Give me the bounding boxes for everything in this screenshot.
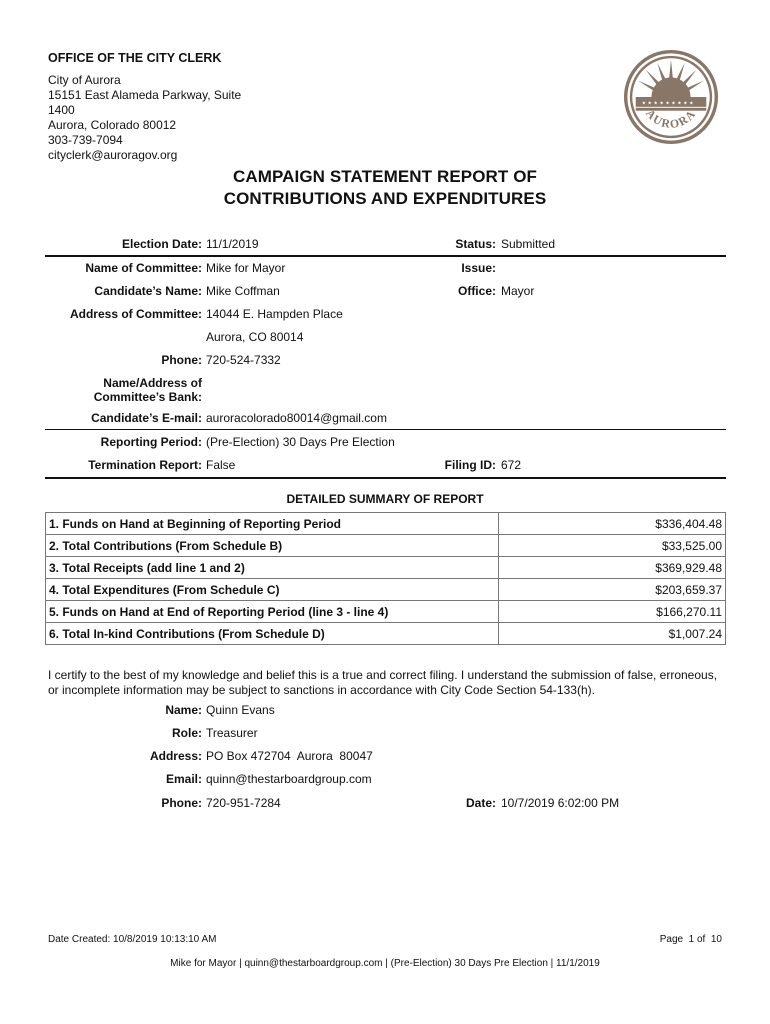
address-line: cityclerk@auroragov.org — [48, 148, 178, 162]
summary-amount: $369,929.48 — [499, 557, 726, 579]
address-line: City of Aurora — [48, 73, 121, 87]
summary-amount: $1,007.24 — [499, 623, 726, 645]
phone-value: 720-524-7332 — [206, 353, 281, 367]
committee-label: Name of Committee: — [85, 261, 202, 275]
summary-amount: $166,270.11 — [499, 601, 726, 623]
seal-text: AURORA — [643, 107, 699, 132]
summary-table — [45, 512, 726, 645]
election-date-label: Election Date: — [121, 237, 202, 251]
signed-date-value: 10/7/2019 6:02:00 PM — [501, 796, 620, 810]
signer-name-value: Quinn Evans — [206, 703, 275, 717]
bank-label-line1: Name/Address of — [103, 376, 202, 390]
table-row — [46, 557, 726, 579]
candidate-email-label: Candidate’s E-mail: — [91, 411, 202, 425]
signer-phone-value: 720-951-7284 — [206, 796, 281, 810]
signer-address-label: Address: — [149, 749, 202, 763]
date-created: Date Created: 10/8/2019 10:13:10 AM — [48, 934, 217, 945]
divider — [45, 255, 726, 257]
city-seal-logo — [622, 48, 720, 146]
address-line: 15151 East Alameda Parkway, Suite — [48, 88, 242, 102]
summary-desc: 2. Total Contributions (From Schedule B) — [46, 535, 499, 557]
summary-desc: 4. Total Expenditures (From Schedule C) — [46, 579, 499, 601]
summary-title: DETAILED SUMMARY OF REPORT — [286, 492, 484, 506]
signer-role-label: Role: — [172, 726, 202, 740]
committee-value: Mike for Mayor — [206, 261, 286, 275]
committee-address-line2: Aurora, CO 80014 — [206, 330, 304, 344]
status-value: Submitted — [501, 237, 556, 251]
termination-label: Termination Report: — [88, 458, 202, 472]
certification-text: I certify to the best of my knowledge and belief this is a true and correct filing. I understand the submission of false, erroneous, or incomplete information may be subject to sanctions in accordance with City Code Section 54-133(h). — [48, 668, 718, 697]
report-title-line2: CONTRIBUTIONS AND EXPENDITURES — [223, 189, 547, 208]
address-line: Aurora, Colorado 80012 — [48, 118, 177, 132]
office-label: Office: — [457, 284, 496, 298]
filing-id-label: Filing ID: — [444, 458, 496, 472]
signer-role-value: Treasurer — [206, 726, 258, 740]
committee-address-label: Address of Committee: — [69, 307, 202, 321]
summary-amount: $33,525.00 — [499, 535, 726, 557]
summary-desc: 5. Funds on Hand at End of Reporting Period (line 3 - line 4) — [46, 601, 499, 623]
election-date-value: 11/1/2019 — [206, 237, 259, 251]
report-title-line1: CAMPAIGN STATEMENT REPORT OF — [232, 167, 538, 186]
summary-desc: 3. Total Receipts (add line 1 and 2) — [46, 557, 499, 579]
office-value: Mayor — [501, 284, 535, 298]
reporting-period-label: Reporting Period: — [100, 435, 202, 449]
page-number: Page 1 of 10 — [659, 934, 722, 945]
summary-desc: 1. Funds on Hand at Beginning of Reporting Period — [46, 513, 499, 535]
status-label: Status: — [455, 237, 496, 251]
table-row — [46, 601, 726, 623]
candidate-email-value: auroracolorado80014@gmail.com — [206, 411, 387, 425]
reporting-period-value: (Pre-Election) 30 Days Pre Election — [206, 435, 395, 449]
candidate-value: Mike Coffman — [206, 284, 280, 298]
signer-name-label: Name: — [165, 703, 202, 717]
summary-amount: $336,404.48 — [499, 513, 726, 535]
termination-value: False — [206, 458, 236, 472]
signer-email-value: quinn@thestarboardgroup.com — [206, 772, 372, 786]
summary-amount: $203,659.37 — [499, 579, 726, 601]
signer-phone-label: Phone: — [161, 796, 202, 810]
committee-address-line1: 14044 E. Hampden Place — [206, 307, 343, 321]
address-line: 1400 — [48, 103, 75, 117]
divider — [45, 429, 726, 430]
signer-email-label: Email: — [165, 772, 202, 786]
bank-label-line2: Committee’s Bank: — [93, 390, 202, 404]
office-title: OFFICE OF THE CITY CLERK — [48, 51, 222, 65]
table-row — [46, 623, 726, 645]
footer-line: Mike for Mayor | quinn@thestarboardgroup.com | (Pre-Election) 30 Days Pre Election | 11/1/2019 — [170, 958, 600, 969]
signed-date-label: Date: — [465, 796, 496, 810]
issue-label: Issue: — [461, 261, 496, 275]
summary-desc: 6. Total In-kind Contributions (From Schedule D) — [46, 623, 499, 645]
svg-text:★ ★ ★ ★ ★ ★ ★ ★ ★: ★ ★ ★ ★ ★ ★ ★ ★ ★ — [641, 100, 694, 107]
table-row — [46, 579, 726, 601]
table-row — [46, 535, 726, 557]
divider — [45, 477, 726, 479]
filing-id-value: 672 — [501, 458, 522, 472]
candidate-label: Candidate’s Name: — [94, 284, 202, 298]
address-line: 303-739-7094 — [48, 133, 123, 147]
signer-address-value: PO Box 472704 Aurora 80047 — [206, 749, 373, 763]
phone-label: Phone: — [161, 353, 202, 367]
table-row — [46, 513, 726, 535]
